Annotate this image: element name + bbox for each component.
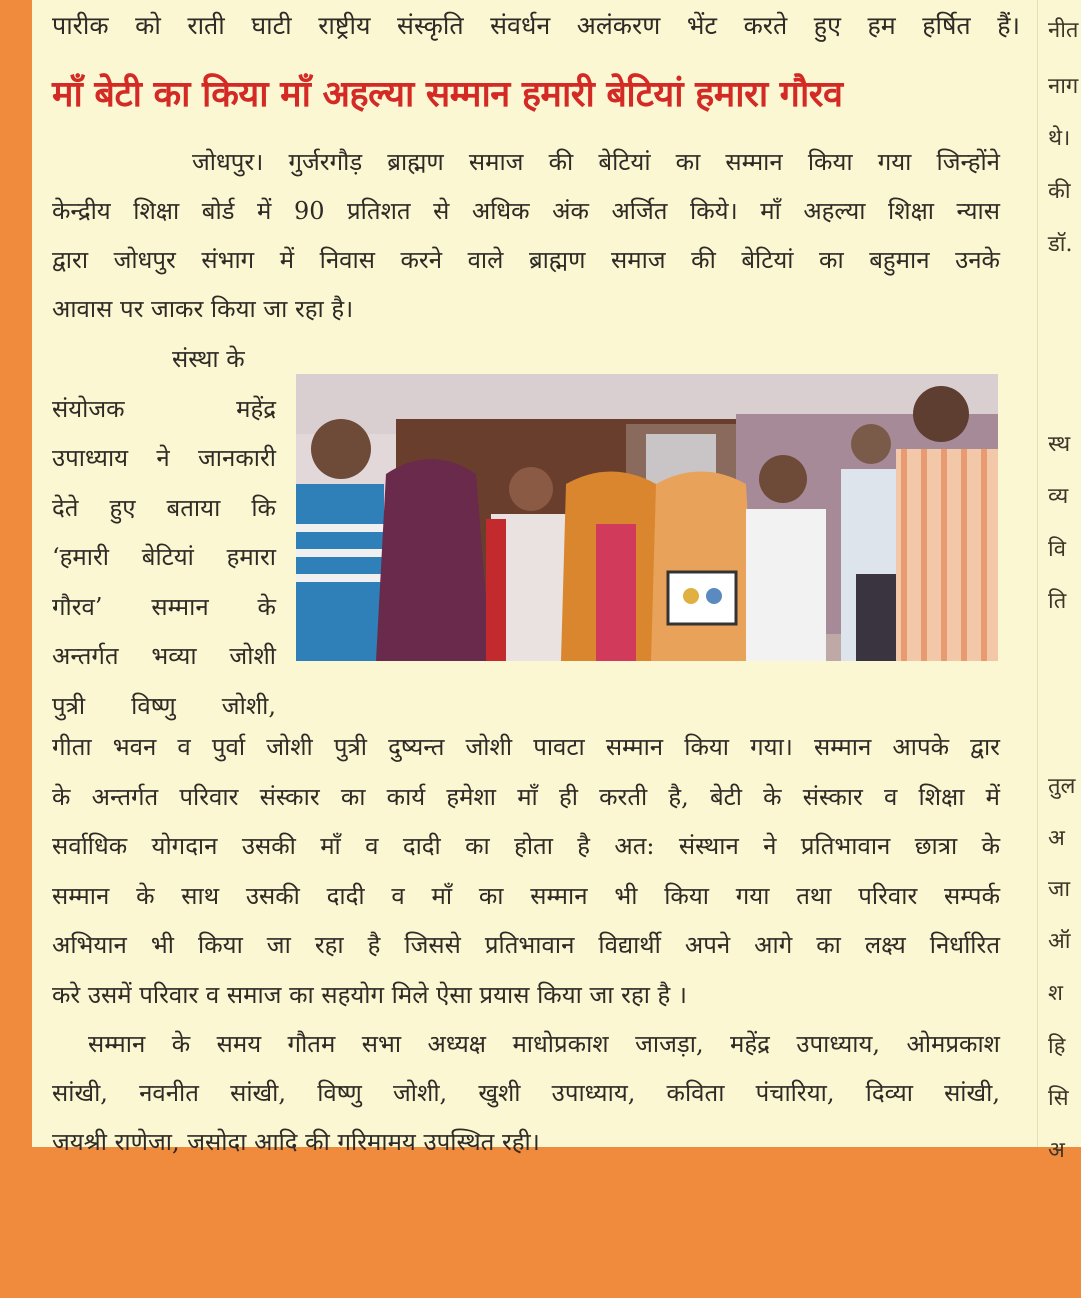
fragment-text: जा bbox=[1048, 877, 1071, 902]
text-line: अभियान भी किया जा रहा है जिससे प्रतिभावान विद्यार्थी अपने आगे का लक्ष्य निर्धारित bbox=[52, 931, 1000, 959]
text-line: आवास पर जाकर किया जा रहा है। bbox=[52, 295, 354, 323]
adjacent-column-fragment bbox=[1037, 0, 1081, 1163]
text-line: जयश्री राणेजा, जसोदा आदि की गरिमामय उपस्थित रही। bbox=[52, 1128, 540, 1156]
fragment-text: हि bbox=[1048, 1034, 1066, 1059]
fragment-text: वि bbox=[1048, 537, 1066, 562]
text-line: गौरव’ सम्मान के bbox=[52, 592, 276, 621]
text-line: देते हुए बताया कि bbox=[52, 493, 276, 522]
fragment-text: ऑ bbox=[1048, 929, 1071, 954]
text-line: के अन्तर्गत परिवार संस्कार का कार्य हमेशा माँ ही करती है, बेटी के संस्कार व शिक्षा में bbox=[52, 782, 1000, 811]
fragment-text: सि bbox=[1048, 1086, 1069, 1111]
paragraph-1 bbox=[52, 138, 1000, 334]
text-line: गीता भवन व पुर्वा जोशी पुत्री दुष्यन्त जोशी पावटा सम्मान किया गया। सम्मान आपके द्वार bbox=[52, 733, 1000, 761]
text-line: जोधपुर। गुर्जरगौड़ ब्राह्मण समाज की बेटियां का सम्मान किया गया जिन्होंने bbox=[192, 148, 1000, 176]
fragment-text: अ bbox=[1048, 1138, 1065, 1163]
fragment-text: तुल bbox=[1048, 774, 1076, 799]
group-photo bbox=[296, 374, 998, 661]
fragment-text: थे। bbox=[1048, 126, 1071, 151]
fragment-text: स्थ bbox=[1048, 432, 1071, 457]
paragraph-2-side bbox=[52, 335, 276, 731]
text-line: सम्मान के साथ उसकी दादी व माँ का सम्मान भी किया गया तथा परिवार सम्पर्क bbox=[52, 881, 1000, 910]
fragment-text: ति bbox=[1048, 589, 1067, 614]
fragment-text: डॉ. bbox=[1048, 232, 1073, 257]
newspaper-column bbox=[32, 0, 1037, 1156]
intro-line: पारीक को राती घाटी राष्ट्रीय संस्कृति संवर्धन अलंकरण भेंट करते हुए हम हर्षित हैं। bbox=[52, 11, 1020, 40]
fragment-text: नीत bbox=[1048, 18, 1079, 43]
text-line: केन्द्रीय शिक्षा बोर्ड में 90 प्रतिशत से अधिक अंक अर्जित किये। माँ अहल्या शिक्षा न्यास bbox=[52, 197, 1000, 225]
fragment-text: अ bbox=[1048, 826, 1065, 851]
text-line: द्वारा जोधपुर संभाग में निवास करने वाले ब्राह्मण समाज की बेटियां का बहुमान उनके bbox=[52, 246, 1000, 274]
fragment-text: श bbox=[1048, 981, 1063, 1006]
text-line: अन्तर्गत भव्या जोशी bbox=[52, 642, 276, 670]
paragraph-2 bbox=[52, 723, 1000, 1020]
group-photo-illustration bbox=[296, 374, 998, 661]
text-line: उपाध्याय ने जानकारी bbox=[52, 444, 276, 472]
text-line: सांखी, नवनीत सांखी, विष्णु जोशी, खुशी उपाध्याय, कविता पंचारिया, दिव्या सांखी, bbox=[52, 1079, 1000, 1107]
text-line: पुत्री विष्णु जोशी, bbox=[52, 691, 276, 720]
fragment-text: की bbox=[1048, 179, 1071, 204]
text-line: संस्था के bbox=[172, 345, 245, 373]
text-line: संयोजक महेंद्र bbox=[52, 394, 276, 423]
text-line: सम्मान के समय गौतम सभा अध्यक्ष माधोप्रकाश जाजड़ा, महेंद्र उपाध्याय, ओमप्रकाश bbox=[88, 1030, 1000, 1058]
text-line: सर्वाधिक योगदान उसकी माँ व दादी का होता है अत: संस्थान ने प्रतिभावान छात्रा के bbox=[52, 832, 1000, 860]
paragraph-3 bbox=[52, 1020, 1000, 1167]
text-line: करे उसमें परिवार व समाज का सहयोग मिले ऐसा प्रयास किया जा रहा है । bbox=[52, 980, 688, 1009]
headline: माँ बेटी का किया माँ अहल्या सम्मान हमारी बेटियां हमारा गौरव bbox=[52, 74, 843, 115]
text-line: ‘हमारी बेटियां हमारा bbox=[52, 543, 276, 571]
fragment-text: व्य bbox=[1048, 484, 1069, 509]
fragment-text: नाग bbox=[1048, 74, 1079, 99]
